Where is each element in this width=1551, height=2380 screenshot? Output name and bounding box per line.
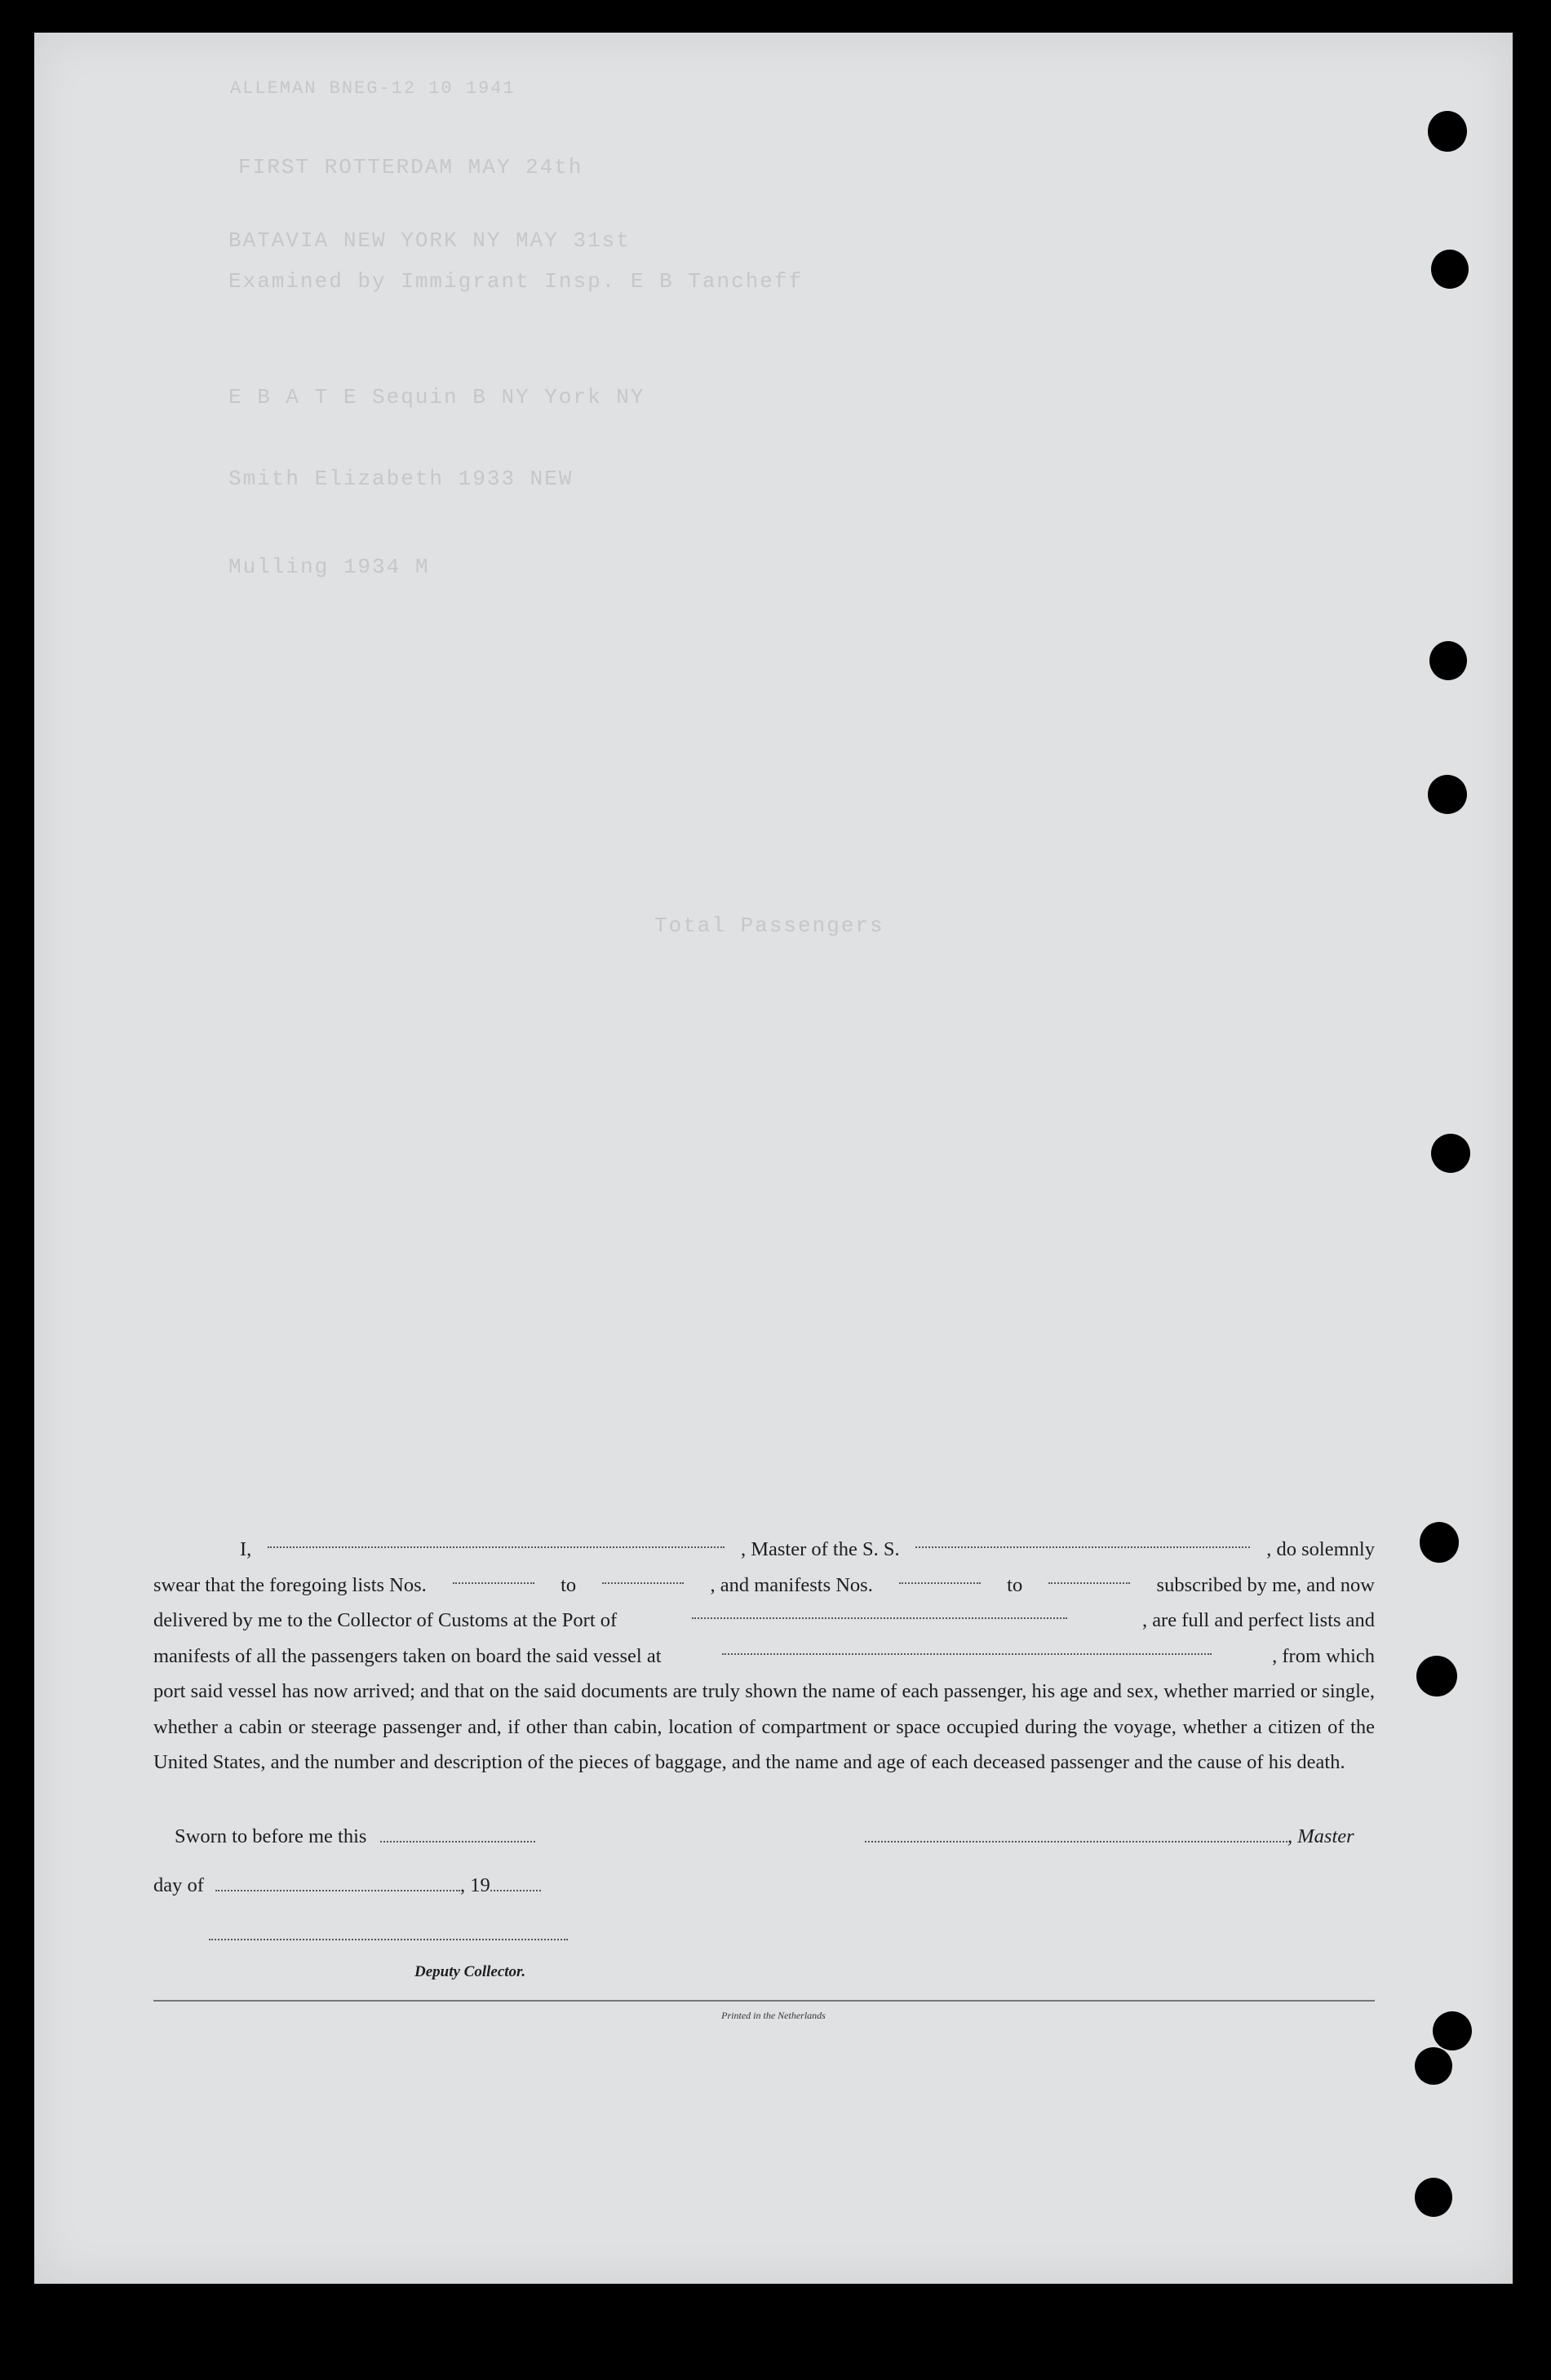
oath-text: manifests of all the passengers taken on board the said vessel at [153,1644,662,1667]
master-label: , Master [1287,1825,1354,1847]
oath-text: I, [240,1538,252,1560]
punch-hole [1428,775,1467,814]
day-of-label: day of [153,1874,204,1896]
punch-hole [1428,111,1467,152]
punch-hole [1416,1656,1457,1697]
manifests-to-field[interactable] [1048,1568,1130,1584]
bleed-through-text: FIRST ROTTERDAM MAY 24th [238,155,583,179]
sworn-label: Sworn to before me this [175,1825,367,1847]
deputy-signature-field[interactable] [209,1924,568,1940]
day-of-line [153,1874,541,1897]
printed-in-note: Printed in the Netherlands [721,2010,826,2021]
masters-oath [153,1532,1375,1781]
bleed-through-text: Smith Elizabeth 1933 NEW [228,467,574,491]
bleed-through-text: E B A T E Sequin B NY York NY [228,385,645,409]
lists-from-field[interactable] [453,1568,534,1584]
footer-rule [153,2000,1375,2002]
oath-text: to [1007,1573,1023,1596]
oath-text: swear that the foregoing lists Nos. [153,1573,427,1596]
deputy-signature [209,1923,568,1946]
vessel-name-field[interactable] [915,1532,1250,1548]
oath-text: , Master of the S. S. [740,1538,900,1560]
bleed-through-text: Mulling 1934 M [228,555,430,579]
master-signature-field[interactable] [865,1826,1287,1843]
punch-hole [1415,2178,1452,2217]
month-field[interactable] [215,1875,460,1891]
punch-hole [1431,1134,1470,1173]
sworn-day-field[interactable] [380,1826,535,1843]
deputy-collector-label: Deputy Collector. [414,1963,526,1980]
oath-text: , and manifests Nos. [710,1573,873,1596]
oath-text: , from which [1272,1644,1375,1667]
embarkation-port-field[interactable] [722,1639,1212,1655]
lists-to-field[interactable] [602,1568,684,1584]
punch-hole [1429,641,1467,680]
oath-text: to [561,1573,577,1596]
punch-hole [1420,1522,1459,1563]
master-signature [865,1825,1354,1848]
year-field[interactable] [490,1875,541,1891]
bleed-through-text: ALLEMAN BNEG-12 10 1941 [230,78,516,99]
sworn-line [175,1825,535,1848]
oath-text: , are full and perfect lists and [1141,1609,1375,1631]
oath-line-2 [153,1568,1375,1604]
oath-text: subscribed by me, and now [1156,1573,1375,1596]
oath-body: port said vessel has now arrived; and that on the said documents are truly shown the name of each passenger, his age and sex, whether married or single, whether a cabin or steerage passenger and, if other than cabin, location of compartment or space occupied during the voyage, whether a citizen of the United States, and the number and description of the pieces of baggage, and the name and age of each deceased passenger and the cause of his death. [153,1680,1375,1773]
bleed-through-text: Total Passengers [654,914,884,938]
oath-line-4 [153,1639,1375,1674]
document-sheet [34,33,1513,2284]
punch-hole [1431,250,1469,289]
bleed-through-text: Examined by Immigrant Insp. E B Tancheff [228,269,804,294]
port-field[interactable] [692,1603,1067,1619]
bleed-through-text: BATAVIA NEW YORK NY MAY 31st [228,228,631,253]
year-label: , 19 [460,1874,490,1896]
manifests-from-field[interactable] [899,1568,981,1584]
master-name-field[interactable] [268,1532,725,1548]
oath-line-1 [153,1532,1375,1568]
oath-text: delivered by me to the Collector of Customs at the Port of [153,1609,618,1631]
punch-hole [1415,2047,1452,2085]
oath-line-3 [153,1603,1375,1639]
punch-hole [1433,2011,1472,2050]
oath-text: , do solemnly [1266,1538,1375,1560]
